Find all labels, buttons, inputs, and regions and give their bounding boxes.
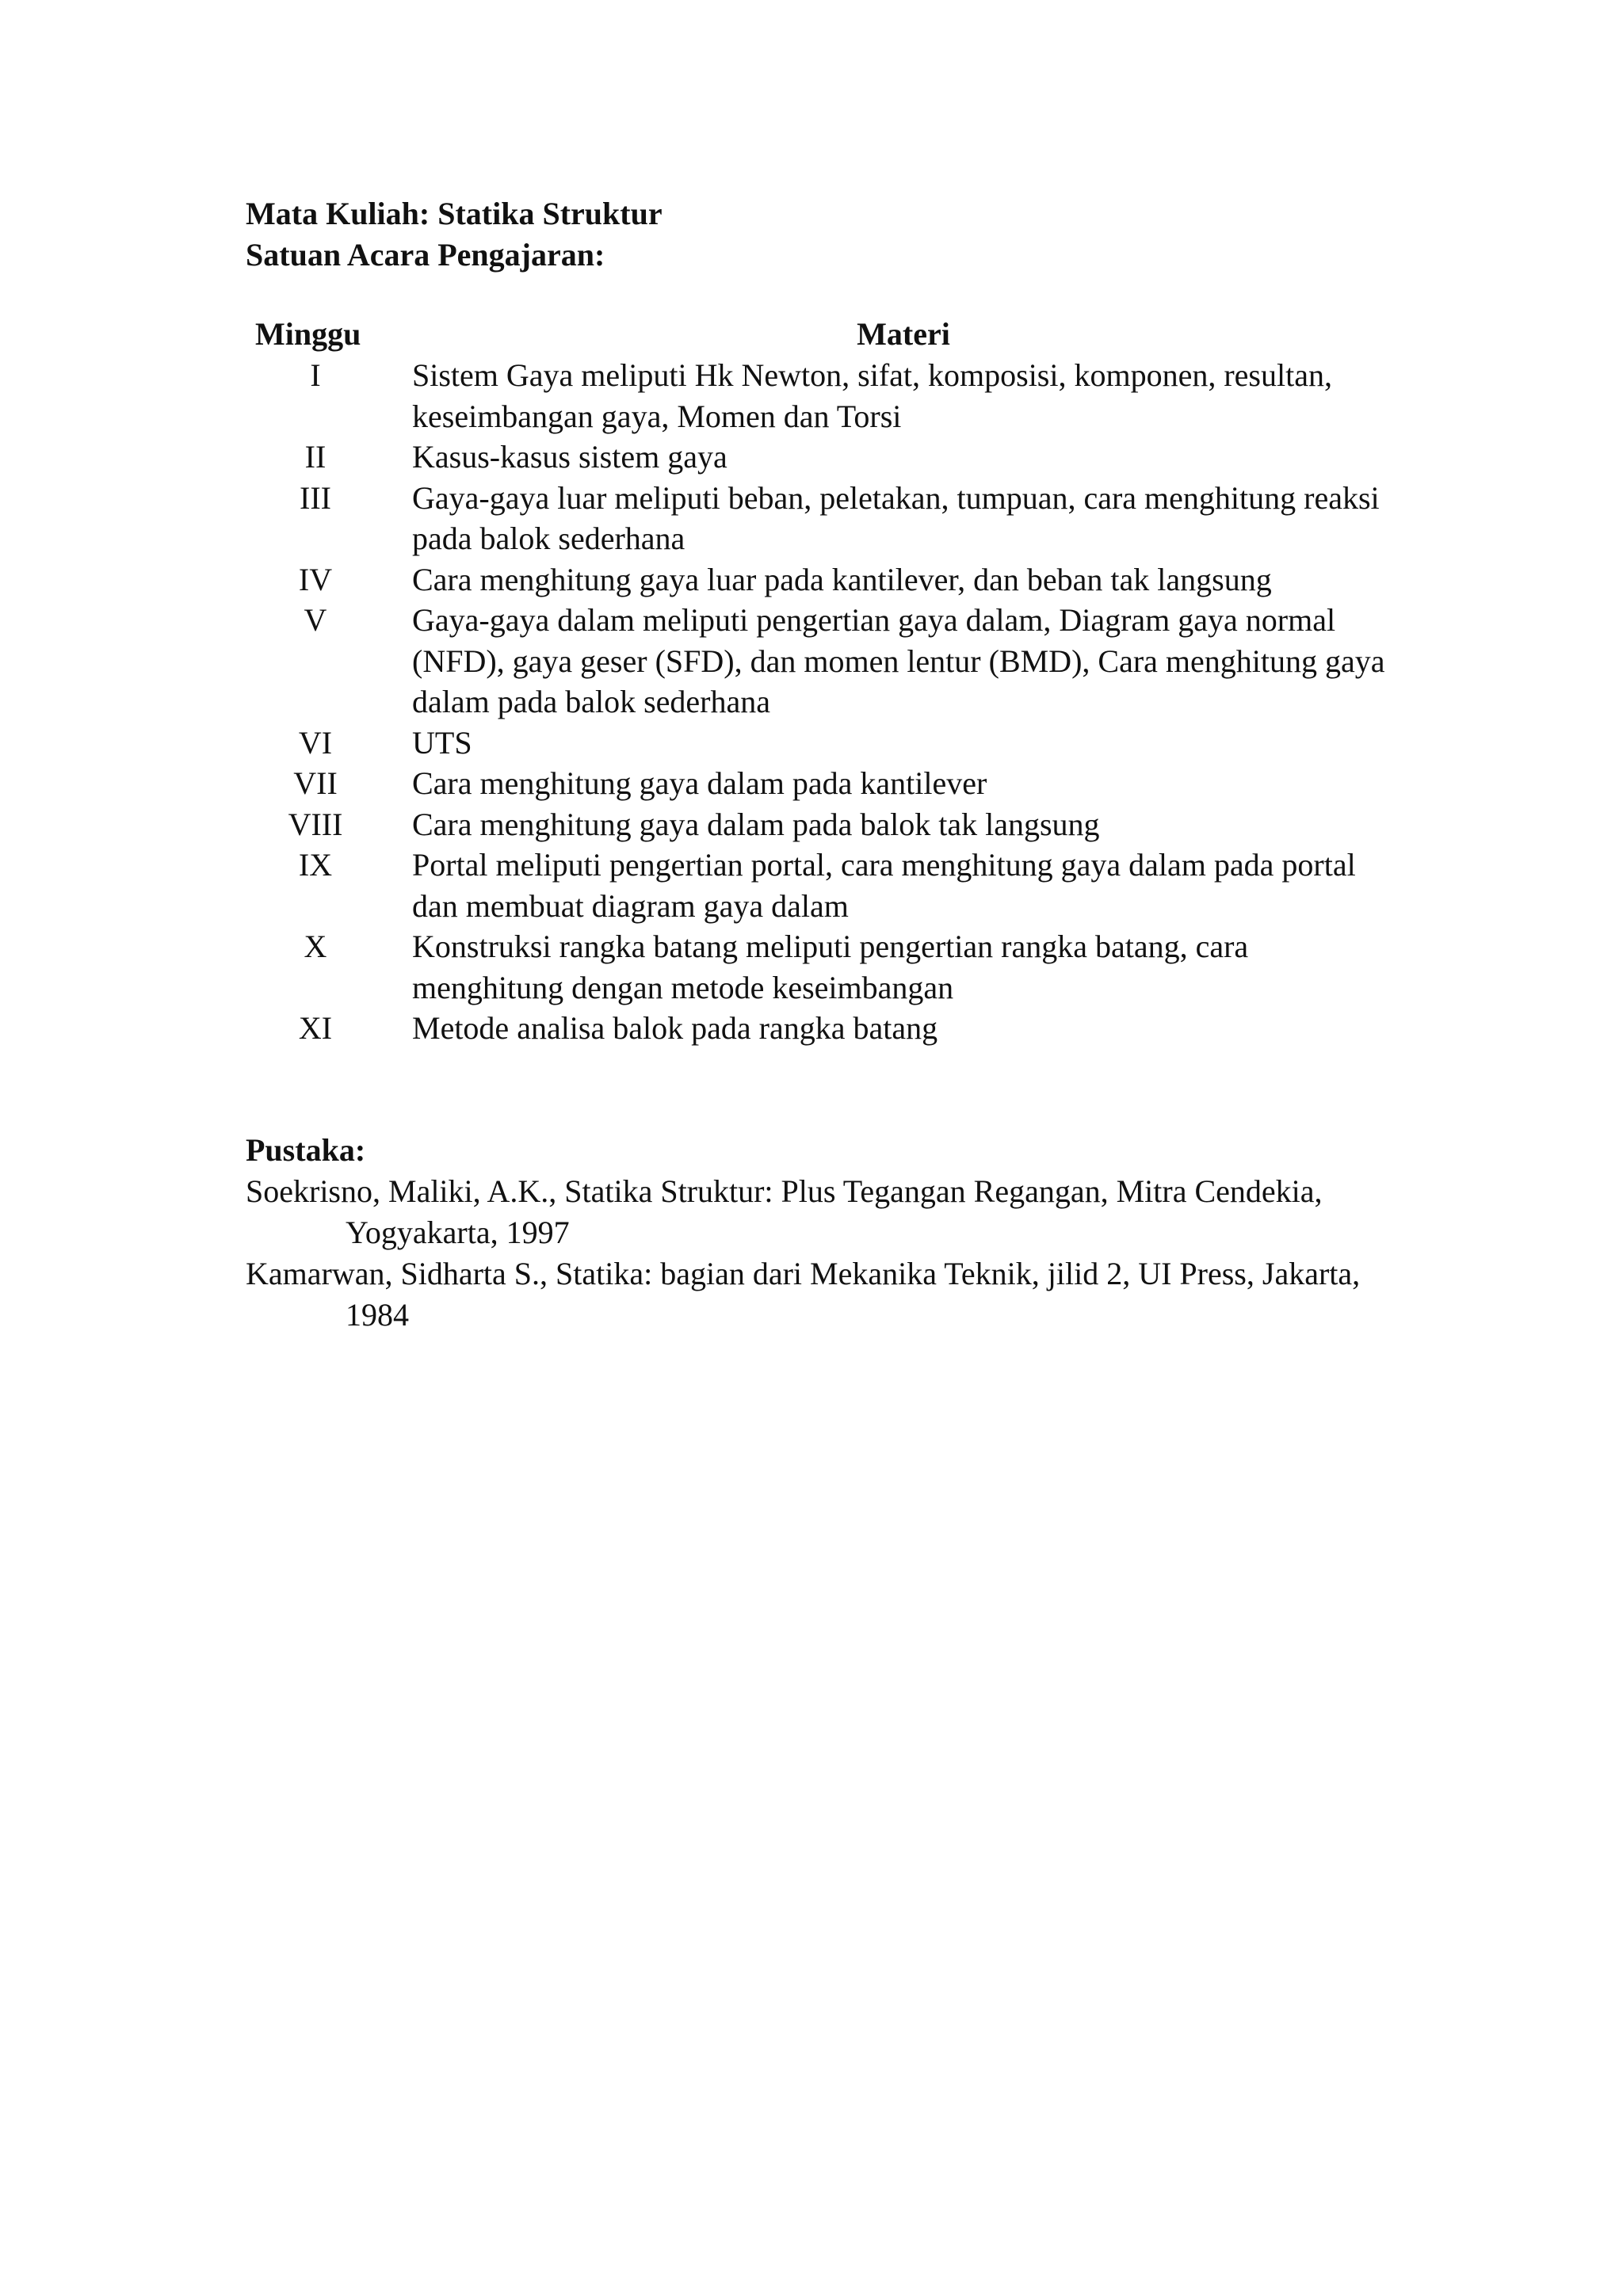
schedule-header-row — [246, 314, 1395, 355]
week-cell: VII — [293, 765, 338, 801]
course-subtitle: Satuan Acara Pengajaran: — [246, 237, 605, 273]
schedule-table — [246, 314, 1395, 1049]
topic-cell: Gaya-gaya dalam meliputi pengertian gaya dalam, Diagram gaya normal (NFD), gaya geser (SFD), dan momen lentur (BMD), Cara menghitung gaya dalam pada balok sederhana — [412, 602, 1385, 719]
table-row — [246, 1008, 1395, 1049]
week-cell: I — [310, 357, 321, 393]
reference-item: Soekrisno, Maliki, A.K., Statika Struktur: Plus Tegangan Regangan, Mitra Cendekia, Yogyakarta, 1997 — [246, 1173, 1323, 1250]
references-title: Pustaka: — [246, 1132, 366, 1168]
topic-cell: Cara menghitung gaya dalam pada balok tak langsung — [412, 806, 1100, 842]
references-section — [246, 1130, 1434, 1336]
week-cell: VI — [298, 724, 333, 761]
topic-cell: UTS — [412, 724, 472, 761]
topic-cell: Gaya-gaya luar meliputi beban, peletakan, tumpuan, cara menghitung reaksi pada balok sederhana — [412, 479, 1380, 556]
table-row — [246, 355, 1395, 437]
course-title: Mata Kuliah: Statika Struktur — [246, 196, 663, 231]
table-row — [246, 804, 1395, 845]
reference-item: Kamarwan, Sidharta S., Statika: bagian dari Mekanika Teknik, jilid 2, UI Press, Jakarta, 1984 — [246, 1256, 1361, 1333]
topic-cell: Metode analisa balok pada rangka batang — [412, 1010, 938, 1046]
table-row — [246, 926, 1395, 1008]
week-cell: IV — [298, 561, 333, 597]
topic-cell: Sistem Gaya meliputi Hk Newton, sifat, komposisi, komponen, resultan, keseimbangan gaya, Momen dan Torsi — [412, 357, 1332, 434]
topic-cell: Portal meliputi pengertian portal, cara menghitung gaya dalam pada portal dan membuat diagram gaya dalam — [412, 847, 1356, 924]
week-cell: VIII — [288, 806, 343, 842]
table-row — [246, 559, 1395, 601]
topic-cell: Konstruksi rangka batang meliputi pengertian rangka batang, cara menghitung dengan metode keseimbangan — [412, 929, 1249, 1005]
week-cell: III — [300, 479, 331, 516]
table-row — [246, 845, 1395, 926]
week-cell: V — [304, 602, 327, 638]
week-cell: IX — [298, 847, 333, 883]
table-row — [246, 723, 1395, 764]
week-cell: X — [304, 929, 327, 964]
topic-column-header: Materi — [857, 316, 950, 352]
week-cell: XI — [298, 1010, 333, 1046]
table-row — [246, 763, 1395, 804]
topic-cell: Cara menghitung gaya dalam pada kantilever — [412, 765, 987, 801]
week-cell: II — [304, 439, 327, 475]
table-row — [246, 437, 1395, 478]
topic-cell: Kasus-kasus sistem gaya — [412, 439, 727, 475]
week-column-header: Minggu — [255, 316, 361, 352]
course-heading — [246, 193, 663, 276]
table-row — [246, 478, 1395, 559]
table-row — [246, 600, 1395, 723]
topic-cell: Cara menghitung gaya luar pada kantilever, dan beban tak langsung — [412, 561, 1272, 597]
